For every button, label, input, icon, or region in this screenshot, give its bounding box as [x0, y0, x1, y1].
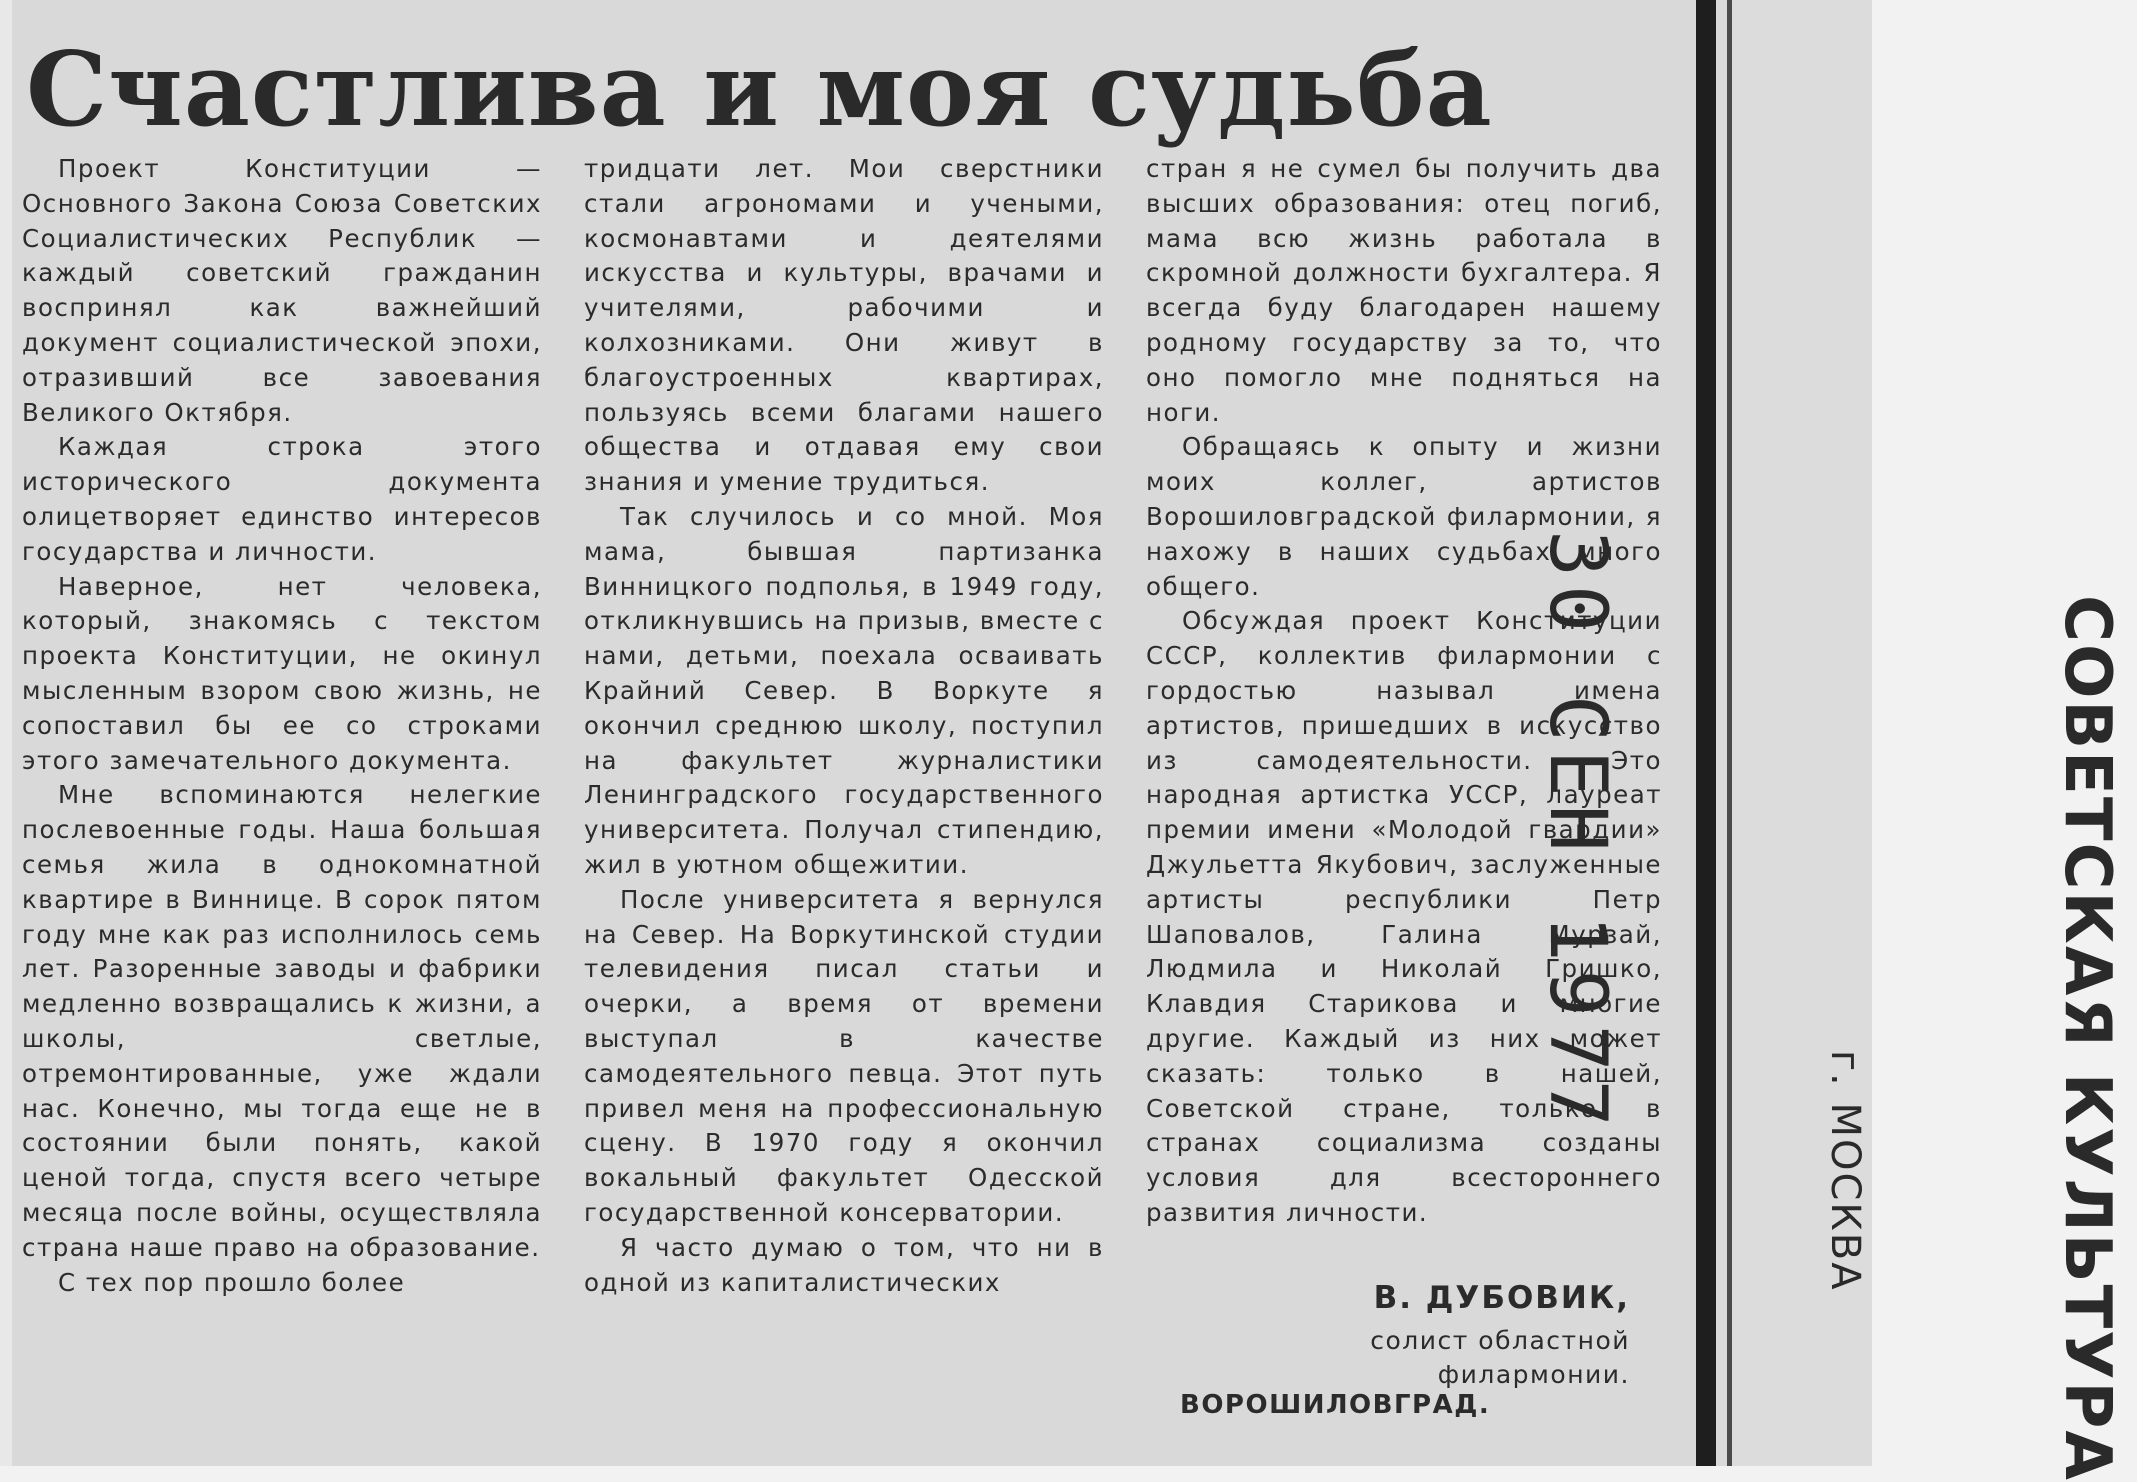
article-column-2: [584, 152, 1104, 1300]
column-rule-thick: [1696, 0, 1716, 1466]
article-column-1: [22, 152, 542, 1300]
paragraph: Каждая строка этого исторического документа олицетворяет единство интересов государства и личности.: [22, 432, 542, 566]
paragraph: стран я не сумел бы получить два высших образования: отец погиб, мама всю жизнь работала в скромной должности бухгалтера. Я всегда буду благодарен нашему родному государству за то, что оно помогло мне подняться на ноги.: [1146, 154, 1662, 427]
paragraph: Обращаясь к опыту и жизни моих коллег, артистов Ворошиловградской филармонии, я нахожу в наших судьбах много общего.: [1146, 432, 1662, 601]
paragraph: С тех пор прошло более: [58, 1267, 406, 1297]
author-city: ВОРОШИЛОВГРАД.: [1180, 1390, 1491, 1420]
paragraph: тридцати лет. Мои сверстники стали агрономами и учеными, космонавтами и деятелями искусства и культуры, врачами и учителями, рабочими и колхозниками. Они живут в благоустроенных квартирах, пользуясь всеми благами нашего общества и отдавая ему свои знания и умение трудиться.: [584, 154, 1104, 497]
author-role: солист областной: [1370, 1326, 1630, 1355]
paragraph: Я часто думаю о том, что ни в одной из капиталистических: [584, 1232, 1104, 1297]
paragraph: После университета я вернулся на Север. На Воркутинской студии телевидения писал статьи и очерки, а время от времени выступал в качестве самодеятельного певца. Этот путь привел меня на профессиональную сцену. В 1970 году я окончил вокальный факультет Одесской государственной консерватории.: [584, 884, 1104, 1227]
scan-edge: [0, 0, 12, 1466]
paragraph: Наверное, нет человека, который, знакомясь с текстом проекта Конституции, не окинул мысленным взором свою жизнь, не сопоставил бы ее со строками этого замечательного документа.: [22, 571, 542, 775]
author-name: В. ДУБОВИК,: [1373, 1280, 1630, 1316]
author-signature: [1150, 1272, 1670, 1472]
date-stamp: 30 СЕН 1977: [1532, 530, 1622, 1135]
paragraph: Обсуждая проект Конституции СССР, коллектив филармонии с гордостью называл имена артистов, пришедших в искусство из самодеятельности. Это народная артистка УССР, лауреат премии имени «Молодой гвардии» Джульетта Якубович, заслуженные артисты республики Петр Шаповалов, Галина Мурзай, Людмила и Николай Гришко, Клавдия Старикова и многие другие. Каждый из них может сказать: только в нашей, Советской стране, только в странах социализма созданы условия для всестороннего развития личности.: [1146, 606, 1662, 1227]
paragraph: Мне вспоминаются нелегкие послевоенные годы. Наша большая семья жила в однокомнатной квартире в Виннице. В сорок пятом году мне как раз исполнилось семь лет. Разоренные заводы и фабрики медленно возвращались к жизни, а школы, светлые, отремонтированные, уже ждали нас. Конечно, мы тогда еще не в состоянии были понять, какой ценой тогда, спустя всего четыре месяца после войны, осуществляла страна наше право на образование.: [22, 780, 542, 1262]
masthead-city: г. МОСКВА: [1822, 1050, 1868, 1292]
paragraph: Так случилось и со мной. Моя мама, бывшая партизанка Винницкого подполья, в 1949 году, откликнувшись на призыв, вместе с нами, детьми, поехала осваивать Крайний Север. В Воркуте я окончил среднюю школу, поступил на факультет журналистики Ленинградского государственного университета. Получал стипендию, жил в уютном общежитии.: [584, 501, 1104, 879]
article-headline: Счастлива и моя судьба: [26, 30, 1493, 150]
paragraph: Проект Конституции — Основного Закона Союза Советских Социалистических Республик — каждый советский гражданин воспринял как важнейший документ социалистической эпохи, отразивший все завоевания Великого Октября.: [22, 154, 542, 427]
author-role-continued: филармонии.: [1437, 1360, 1630, 1389]
newspaper-masthead: СОВЕТСКАЯ КУЛЬТУРА: [2050, 595, 2124, 1482]
